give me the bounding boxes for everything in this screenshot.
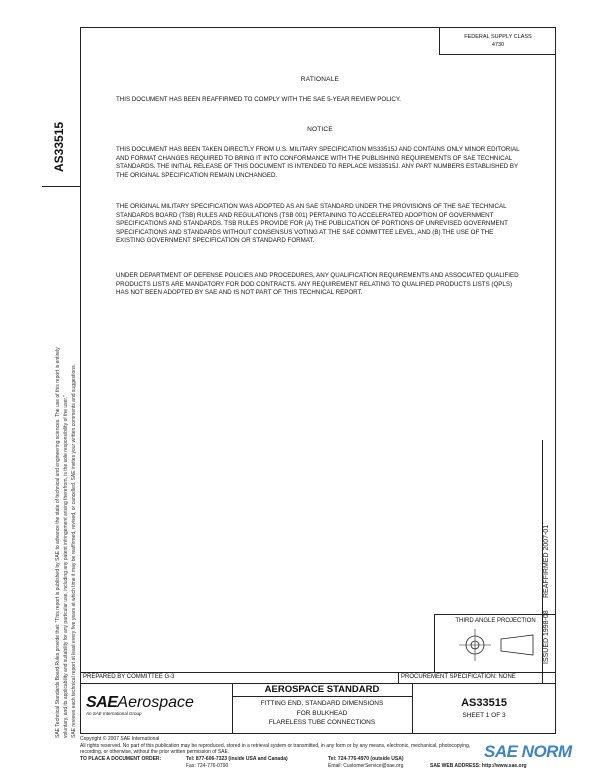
footer-fax: Fax: 724-776-0790: [186, 763, 229, 769]
legal-line-1: SAE Technical Standards Board Rules provide that: "This report is published by SAE to advance the state of technical and engineering sciences. The use of this report is entirely: [55, 347, 61, 738]
prepared-row-divider: [398, 672, 399, 683]
notice-heading: NOTICE: [307, 126, 333, 133]
federal-supply-class-number: 4730: [491, 42, 505, 48]
logo-tagline: An SAE International Group: [86, 711, 142, 716]
footer-copyright: Copyright © 2007 SAE International: [80, 736, 160, 742]
federal-supply-class-box: [439, 27, 556, 55]
legal-notice: [54, 218, 78, 738]
footer-rights-2: recording, or otherwise, without the prior written permission of SAE.: [80, 749, 230, 755]
footer-tel-2: Tel: 724-776-4970 (outside USA): [328, 756, 404, 762]
footer-order-label: TO PLACE A DOCUMENT ORDER:: [80, 756, 162, 762]
side-document-number: AS33515: [52, 121, 66, 172]
projection-symbol-icon: [435, 627, 555, 667]
footer-tel-1: Tel: 877-606-7323 (inside USA and Canada): [186, 756, 288, 762]
prepared-row-top: [80, 672, 556, 673]
prepared-by: PREPARED BY COMMITTEE G-3: [83, 674, 175, 680]
logo-sae: SAE: [86, 694, 118, 711]
footer-email: Email: CustomerService@sae.org: [328, 763, 404, 769]
title-line-3: FLARELESS TUBE CONNECTIONS: [268, 719, 376, 726]
notice-paragraph-1: THIS DOCUMENT HAS BEEN TAKEN DIRECTLY FROM U.S. MILITARY SPECIFICATION MS33515J AND CONTAINS ONLY MINOR EDITORIAL AND FORMAT CHANGES REQUIRED TO BRING IT INTO CONFORMANCE WITH THE PUBLISHING REQUIREMENTS OF SAE TECHNICAL STANDARDS. THE INITIAL RELEASE OF THIS DOCUMENT IS INTENDED TO REPLACE MS33515J. ANY PART NUMBERS ESTABLISHED BY THE ORIGINAL SPECIFICATION REMAIN UNCHANGED.: [116, 146, 520, 179]
sae-aerospace-logo: [86, 694, 194, 716]
rationale-heading: RATIONALE: [300, 76, 340, 83]
aerospace-standard-heading: AEROSPACE STANDARD: [264, 684, 380, 695]
title-line-2: FOR BULKHEAD: [296, 709, 348, 717]
issued-date: ISSUED 1998-08: [543, 610, 550, 664]
notice-paragraph-3: UNDER DEPARTMENT OF DEFENSE POLICIES AND PROCEDURES, ANY QUALIFICATION REQUIREMENTS AND ASSOCIATED QUALIFIED PRODUCTS LISTS ARE MANDATORY FOR DOD CONTRACTS. ANY REQUIREMENT RELATING TO QUALIFIED PRODUCTS LISTS (QPLS) HAS NOT BEEN ADOPTED BY SAE AND IS NOT PART OF THIS TECHNICAL REPORT.: [116, 272, 519, 297]
side-divider: [42, 186, 80, 187]
legal-line-2: voluntary, and its applicability and suitability for any particular use, including any patent infringement arising therefrom, is the sole responsibility of the user.": [63, 395, 69, 738]
footer-rights: All rights reserved. No part of this publication may be reproduced, stored in a retrieval system or transmitted, in any form or by any means, electronic, mechanical, photocopying,: [80, 742, 471, 749]
title-line-1: FITTING END, STANDARD DIMENSIONS: [260, 700, 384, 707]
legal-line-3: SAE reviews each technical report at least every five years at which time it may be reaffirmed, revised, or cancelled. SAE invites your written comments and suggestions.: [71, 364, 77, 738]
logo-aerospace: Aerospace: [117, 694, 194, 711]
rationale-text: THIS DOCUMENT HAS BEEN REAFFIRMED TO COMPLY WITH THE SAE 5-YEAR REVIEW POLICY.: [116, 96, 401, 103]
third-angle-projection-label: THIRD ANGLE PROJECTION: [455, 618, 536, 624]
title-block-number: AS33515: [461, 697, 507, 709]
sheet-number: SHEET 1 OF 3: [462, 712, 506, 719]
reaffirmed-date: REAFFIRMED 2007-01: [543, 524, 550, 598]
standard-underline: [232, 696, 412, 697]
sae-norm-watermark: SAE NORM: [484, 742, 572, 761]
procurement-specification: PROCUREMENT SPECIFICATION: NONE: [401, 674, 516, 680]
document-title: [232, 699, 412, 728]
notice-paragraph-2: THE ORIGINAL MILITARY SPECIFICATION WAS ADOPTED AS AN SAE STANDARD UNDER THE PROVISIONS OF THE SAE TECHNICAL STANDARDS BOARD (TSB) RULES AND REGULATIONS (TSB 001) PERTAINING TO ACCELERATED ADOPTION OF GOVERNMENT SPECIFICATIONS AND STANDARDS. TSB RULES PROVIDE FOR (A) THE PUBLICATION OF PORTIONS OF UNREVISED GOVERNMENT SPECIFICATIONS AND STANDARDS WITHOUT CONSENSUS VOTING AT THE SAE COMMITTEE LEVEL, AND (B) THE USE OF THE EXISTING GOVERNMENT SPECIFICATION OR STANDARD FORMAT.: [116, 203, 508, 245]
federal-supply-class-label: FEDERAL SUPPLY CLASS: [464, 34, 532, 40]
footer-web-address: SAE WEB ADDRESS: http://www.sae.org: [430, 763, 527, 769]
third-angle-projection-box: [434, 614, 556, 672]
